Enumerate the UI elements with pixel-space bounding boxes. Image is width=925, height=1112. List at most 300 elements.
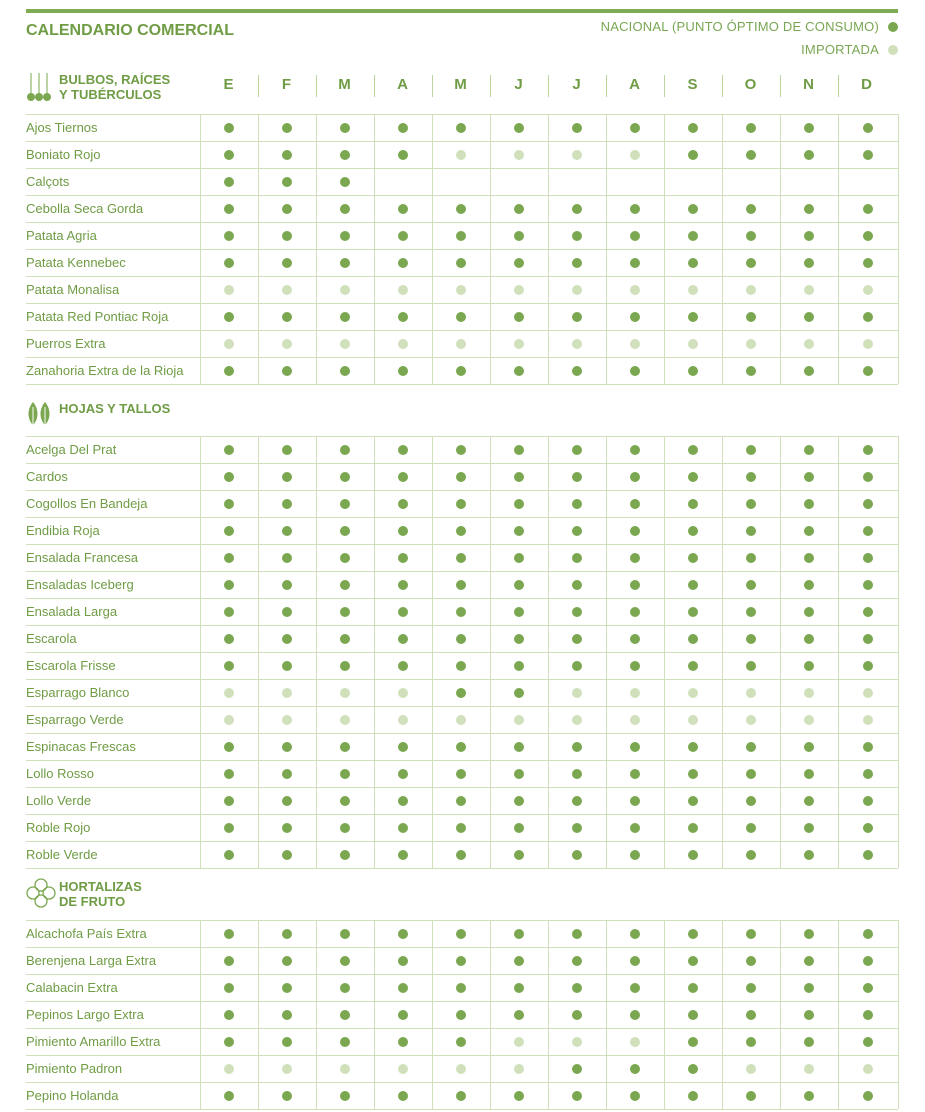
national-dot xyxy=(746,607,756,617)
product-name: Boniato Rojo xyxy=(26,147,101,162)
imported-dot xyxy=(746,1064,756,1074)
month-header: N xyxy=(803,76,814,93)
row-divider xyxy=(26,463,898,464)
product-name: Zanahoria Extra de la Rioja xyxy=(26,363,184,378)
national-dot xyxy=(572,312,582,322)
national-dot xyxy=(398,526,408,536)
national-dot xyxy=(514,850,524,860)
product-name: Espinacas Frescas xyxy=(26,739,136,754)
column-divider xyxy=(838,436,839,868)
month-header: F xyxy=(281,76,292,93)
column-divider xyxy=(374,436,375,868)
column-divider xyxy=(548,114,549,384)
national-dot xyxy=(804,258,814,268)
imported-dot xyxy=(746,339,756,349)
imported-dot xyxy=(282,715,292,725)
national-dot xyxy=(572,580,582,590)
product-name: Ensalada Francesa xyxy=(26,550,139,565)
national-dot xyxy=(804,956,814,966)
national-dot xyxy=(224,769,234,779)
national-dot xyxy=(804,661,814,671)
imported-dot xyxy=(688,715,698,725)
product-name: Acelga Del Prat xyxy=(26,442,117,457)
national-dot xyxy=(572,1091,582,1101)
national-dot xyxy=(282,634,292,644)
column-divider xyxy=(374,920,375,1109)
imported-dot xyxy=(572,688,582,698)
product-name: Calçots xyxy=(26,174,70,189)
imported-dot xyxy=(863,688,873,698)
national-dot xyxy=(572,499,582,509)
product-name: Pimiento Amarillo Extra xyxy=(26,1034,161,1049)
national-dot xyxy=(688,472,698,482)
national-dot xyxy=(746,150,756,160)
national-dot xyxy=(804,850,814,860)
national-dot xyxy=(572,231,582,241)
national-dot xyxy=(340,258,350,268)
product-name: Lollo Rosso xyxy=(26,766,94,781)
imported-dot xyxy=(863,339,873,349)
national-dot xyxy=(398,366,408,376)
imported-dot xyxy=(224,339,234,349)
imported-dot xyxy=(688,285,698,295)
national-dot xyxy=(688,742,698,752)
national-dot xyxy=(746,850,756,860)
national-dot xyxy=(863,366,873,376)
national-dot xyxy=(398,607,408,617)
national-dot xyxy=(863,634,873,644)
national-dot xyxy=(398,499,408,509)
national-dot xyxy=(282,231,292,241)
row-divider xyxy=(26,1082,898,1083)
national-dot xyxy=(630,499,640,509)
national-dot xyxy=(514,580,524,590)
national-dot xyxy=(340,769,350,779)
national-dot xyxy=(863,499,873,509)
national-dot xyxy=(398,850,408,860)
national-dot xyxy=(746,983,756,993)
national-dot xyxy=(456,1037,466,1047)
national-dot xyxy=(688,1064,698,1074)
national-dot xyxy=(514,661,524,671)
imported-dot xyxy=(340,285,350,295)
imported-dot xyxy=(398,1064,408,1074)
national-dot xyxy=(224,929,234,939)
column-divider xyxy=(548,436,549,868)
national-dot xyxy=(282,204,292,214)
national-dot xyxy=(282,499,292,509)
national-dot xyxy=(630,769,640,779)
national-dot xyxy=(340,526,350,536)
national-dot xyxy=(804,742,814,752)
national-dot xyxy=(456,258,466,268)
column-divider xyxy=(258,114,259,384)
national-dot xyxy=(572,983,582,993)
national-dot xyxy=(398,661,408,671)
national-dot xyxy=(746,1091,756,1101)
national-dot xyxy=(863,796,873,806)
national-dot xyxy=(804,204,814,214)
imported-dot xyxy=(398,339,408,349)
product-name: Patata Red Pontiac Roja xyxy=(26,309,169,324)
national-dot xyxy=(572,472,582,482)
national-dot xyxy=(282,850,292,860)
month-header: O xyxy=(744,76,757,93)
national-dot xyxy=(630,1091,640,1101)
imported-dot xyxy=(282,339,292,349)
month-header: J xyxy=(572,76,581,93)
national-dot xyxy=(340,312,350,322)
imported-dot xyxy=(456,285,466,295)
national-dot xyxy=(340,1010,350,1020)
month-separator xyxy=(838,75,839,97)
legend-national-label: NACIONAL (PUNTO ÓPTIMO DE CONSUMO) xyxy=(600,19,879,34)
imported-dot xyxy=(630,285,640,295)
national-dot xyxy=(688,1010,698,1020)
national-dot xyxy=(224,1010,234,1020)
national-dot xyxy=(514,366,524,376)
national-dot xyxy=(804,499,814,509)
national-dot xyxy=(630,123,640,133)
national-dot xyxy=(282,526,292,536)
row-divider xyxy=(26,598,898,599)
national-dot xyxy=(572,1064,582,1074)
national-dot xyxy=(746,742,756,752)
row-divider xyxy=(26,195,898,196)
national-dot xyxy=(282,580,292,590)
column-divider xyxy=(606,436,607,868)
page-title: CALENDARIO COMERCIAL xyxy=(26,22,234,39)
national-dot xyxy=(282,312,292,322)
national-dot xyxy=(224,177,234,187)
column-divider xyxy=(898,436,899,868)
national-dot xyxy=(224,850,234,860)
national-dot xyxy=(746,823,756,833)
national-dot xyxy=(630,929,640,939)
national-dot xyxy=(398,231,408,241)
imported-dot xyxy=(282,1064,292,1074)
imported-dot xyxy=(456,1064,466,1074)
national-dot xyxy=(688,850,698,860)
national-dot xyxy=(398,823,408,833)
national-dot xyxy=(630,526,640,536)
national-dot xyxy=(514,688,524,698)
national-dot xyxy=(456,366,466,376)
national-dot xyxy=(224,123,234,133)
national-dot xyxy=(746,956,756,966)
month-header: S xyxy=(687,76,698,93)
month-header: M xyxy=(338,76,351,93)
imported-dot xyxy=(398,688,408,698)
national-dot xyxy=(863,823,873,833)
section-title: DE FRUTO xyxy=(59,894,126,909)
national-dot xyxy=(282,1037,292,1047)
national-dot xyxy=(514,823,524,833)
column-divider xyxy=(258,920,259,1109)
national-dot xyxy=(224,499,234,509)
national-dot xyxy=(572,553,582,563)
national-dot xyxy=(804,445,814,455)
national-dot xyxy=(456,983,466,993)
row-divider xyxy=(26,760,898,761)
month-header: M xyxy=(454,76,467,93)
imported-dot xyxy=(514,1064,524,1074)
national-dot xyxy=(630,231,640,241)
row-divider xyxy=(26,436,898,437)
national-dot xyxy=(340,150,350,160)
imported-dot xyxy=(514,150,524,160)
column-divider xyxy=(664,114,665,384)
national-dot xyxy=(340,929,350,939)
national-dot xyxy=(746,231,756,241)
national-dot xyxy=(863,123,873,133)
imported-dot xyxy=(804,1064,814,1074)
national-dot xyxy=(340,177,350,187)
national-dot xyxy=(514,472,524,482)
national-dot xyxy=(746,553,756,563)
column-divider xyxy=(316,920,317,1109)
column-divider xyxy=(722,920,723,1109)
column-divider xyxy=(722,436,723,868)
national-dot xyxy=(630,553,640,563)
national-dot xyxy=(224,580,234,590)
national-dot xyxy=(224,553,234,563)
national-dot xyxy=(514,1010,524,1020)
month-header: J xyxy=(514,76,523,93)
product-name: Alcachofa País Extra xyxy=(26,926,147,941)
imported-dot xyxy=(804,285,814,295)
product-name: Patata Agria xyxy=(26,228,97,243)
imported-dot xyxy=(514,1037,524,1047)
imported-dot xyxy=(340,339,350,349)
national-dot xyxy=(340,472,350,482)
national-dot xyxy=(456,742,466,752)
national-dot xyxy=(224,366,234,376)
column-divider xyxy=(200,436,201,868)
imported-dot xyxy=(572,1037,582,1047)
national-dot xyxy=(746,526,756,536)
column-divider xyxy=(316,114,317,384)
national-dot xyxy=(746,445,756,455)
national-dot xyxy=(398,769,408,779)
column-divider xyxy=(606,920,607,1109)
national-dot xyxy=(746,634,756,644)
imported-dot xyxy=(804,688,814,698)
imported-dot xyxy=(456,339,466,349)
national-dot xyxy=(282,983,292,993)
national-dot xyxy=(456,526,466,536)
row-divider xyxy=(26,733,898,734)
column-divider xyxy=(490,436,491,868)
national-dot xyxy=(688,823,698,833)
row-divider xyxy=(26,787,898,788)
national-dot xyxy=(630,1010,640,1020)
national-dot xyxy=(514,258,524,268)
imported-dot xyxy=(863,285,873,295)
imported-dot xyxy=(746,285,756,295)
month-separator xyxy=(664,75,665,97)
imported-dot xyxy=(456,715,466,725)
row-divider xyxy=(26,490,898,491)
imported-dot xyxy=(863,715,873,725)
national-dot xyxy=(746,1010,756,1020)
product-name: Endibia Roja xyxy=(26,523,100,538)
fruit-vegetables-icon xyxy=(26,878,56,913)
national-dot xyxy=(746,580,756,590)
national-dot xyxy=(514,499,524,509)
national-dot xyxy=(224,661,234,671)
national-dot xyxy=(688,956,698,966)
national-dot xyxy=(863,742,873,752)
row-divider xyxy=(26,222,898,223)
imported-dot xyxy=(282,285,292,295)
section-title: HORTALIZAS xyxy=(59,879,142,894)
imported-dot xyxy=(746,688,756,698)
national-dot xyxy=(224,607,234,617)
national-dot xyxy=(514,929,524,939)
national-dot xyxy=(340,366,350,376)
row-divider xyxy=(26,947,898,948)
national-dot xyxy=(863,1037,873,1047)
national-dot xyxy=(688,634,698,644)
row-divider xyxy=(26,517,898,518)
national-dot xyxy=(340,742,350,752)
column-divider xyxy=(838,920,839,1109)
imported-dot xyxy=(514,285,524,295)
national-dot xyxy=(224,150,234,160)
national-dot xyxy=(804,231,814,241)
section-title: HOJAS Y TALLOS xyxy=(59,401,171,416)
national-dot xyxy=(863,769,873,779)
national-dot xyxy=(688,231,698,241)
national-dot xyxy=(630,983,640,993)
imported-dot xyxy=(340,1064,350,1074)
national-dot xyxy=(863,956,873,966)
national-dot xyxy=(398,742,408,752)
month-separator xyxy=(722,75,723,97)
national-dot xyxy=(456,634,466,644)
month-separator xyxy=(780,75,781,97)
imported-dot xyxy=(630,1037,640,1047)
national-dot xyxy=(224,956,234,966)
national-dot xyxy=(340,956,350,966)
section-title: Y TUBÉRCULOS xyxy=(59,87,162,102)
national-dot xyxy=(688,661,698,671)
national-dot xyxy=(282,366,292,376)
row-divider xyxy=(26,384,898,385)
national-dot xyxy=(572,445,582,455)
imported-dot xyxy=(804,715,814,725)
national-dot xyxy=(282,929,292,939)
top-rule xyxy=(26,9,898,13)
national-dot xyxy=(688,929,698,939)
national-dot xyxy=(572,366,582,376)
column-divider xyxy=(548,920,549,1109)
national-dot xyxy=(340,499,350,509)
national-dot xyxy=(282,661,292,671)
national-dot xyxy=(863,526,873,536)
product-name: Cogollos En Bandeja xyxy=(26,496,148,511)
national-dot xyxy=(572,850,582,860)
column-divider xyxy=(316,436,317,868)
national-dot xyxy=(688,553,698,563)
imported-dot xyxy=(572,150,582,160)
national-dot xyxy=(863,445,873,455)
national-dot xyxy=(282,1091,292,1101)
row-divider xyxy=(26,1028,898,1029)
national-dot xyxy=(456,688,466,698)
month-separator xyxy=(606,75,607,97)
national-dot xyxy=(340,796,350,806)
national-dot xyxy=(804,150,814,160)
product-name: Ensalada Larga xyxy=(26,604,118,619)
national-dot xyxy=(398,580,408,590)
national-dot xyxy=(340,1091,350,1101)
imported-dot xyxy=(224,715,234,725)
national-dot xyxy=(688,769,698,779)
national-dot xyxy=(804,312,814,322)
national-dot xyxy=(456,312,466,322)
product-name: Cebolla Seca Gorda xyxy=(26,201,144,216)
imported-dot xyxy=(224,688,234,698)
national-dot xyxy=(224,1091,234,1101)
national-dot xyxy=(804,580,814,590)
legend-national xyxy=(601,19,898,34)
national-dot xyxy=(630,204,640,214)
national-dot xyxy=(456,956,466,966)
national-dot xyxy=(514,553,524,563)
national-dot xyxy=(804,823,814,833)
product-name: Puerros Extra xyxy=(26,336,106,351)
national-dot xyxy=(688,983,698,993)
national-dot xyxy=(572,929,582,939)
national-dot xyxy=(630,850,640,860)
product-name: Esparrago Blanco xyxy=(26,685,130,700)
national-dot xyxy=(456,850,466,860)
national-dot xyxy=(398,472,408,482)
section-title: BULBOS, RAÍCES xyxy=(59,72,171,87)
row-divider xyxy=(26,544,898,545)
national-dot xyxy=(688,123,698,133)
national-dot xyxy=(863,553,873,563)
imported-dot xyxy=(630,715,640,725)
national-dot xyxy=(688,445,698,455)
row-divider xyxy=(26,330,898,331)
national-dot xyxy=(340,123,350,133)
imported-dot xyxy=(572,339,582,349)
national-dot xyxy=(746,204,756,214)
national-dot xyxy=(863,1010,873,1020)
national-dot xyxy=(398,1010,408,1020)
month-header: E xyxy=(223,76,234,93)
national-dot xyxy=(398,1037,408,1047)
national-dot xyxy=(282,150,292,160)
national-dot xyxy=(514,526,524,536)
national-dot xyxy=(804,634,814,644)
national-dot xyxy=(340,204,350,214)
national-dot xyxy=(746,929,756,939)
national-dot xyxy=(804,1010,814,1020)
national-dot xyxy=(514,1091,524,1101)
national-dot xyxy=(514,956,524,966)
column-divider xyxy=(432,436,433,868)
national-dot xyxy=(514,742,524,752)
national-dot xyxy=(746,258,756,268)
column-divider xyxy=(200,920,201,1109)
product-name: Pimiento Padron xyxy=(26,1061,123,1076)
column-divider xyxy=(374,114,375,384)
imported-dot xyxy=(630,688,640,698)
